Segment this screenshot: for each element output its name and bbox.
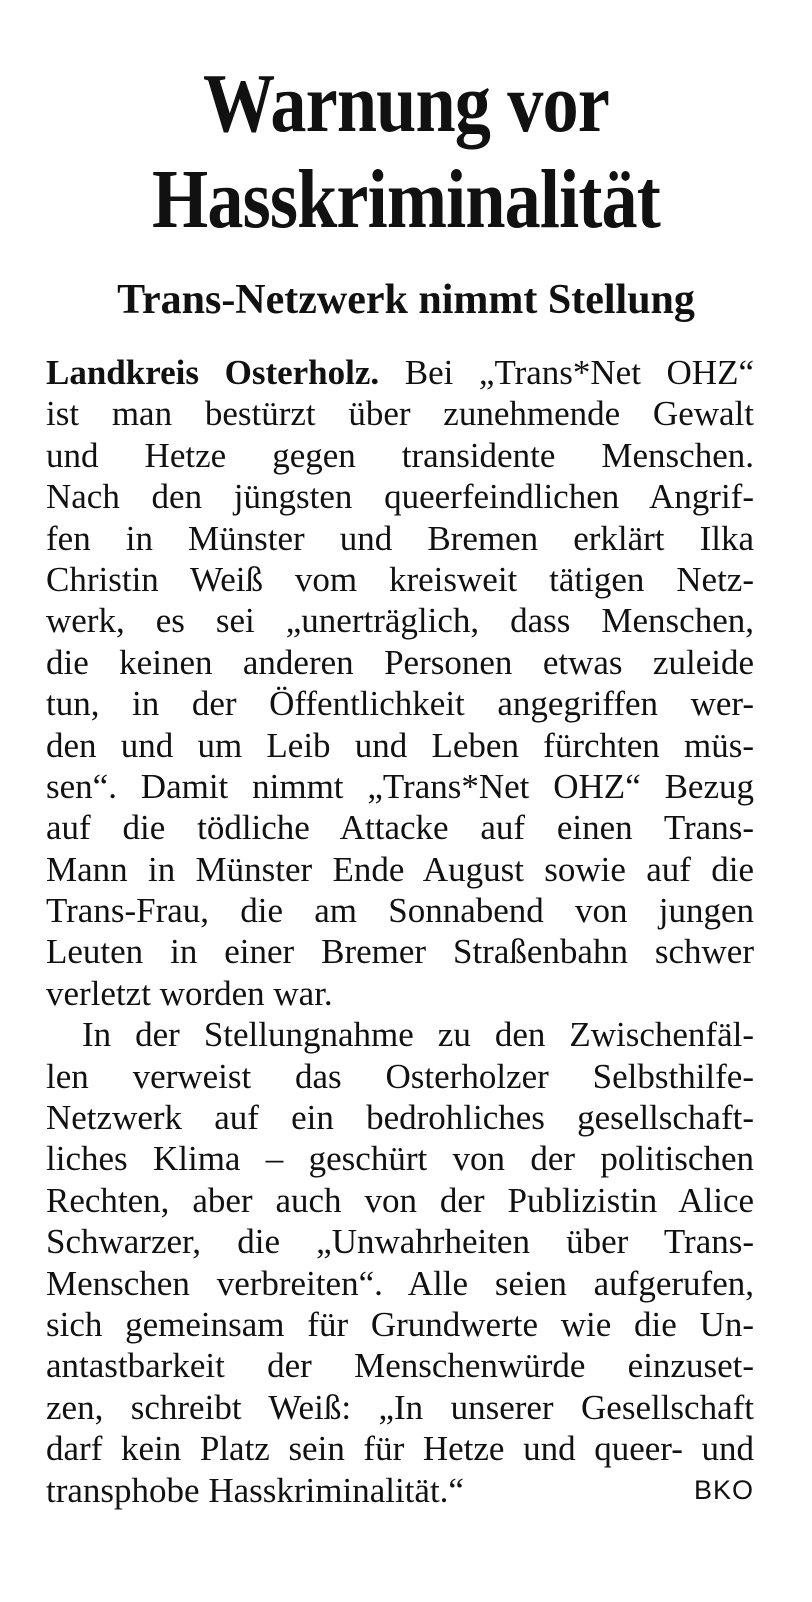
body-line [46,1470,754,1511]
body-line: den und um Leib und Leben fürchten müs- [46,725,754,765]
body-line: len verweist das Osterholzer Selbsthilfe- [46,1056,754,1096]
body-line: liches Klima – geschürt von der politischen [46,1139,754,1179]
article-body [46,352,754,1511]
body-line: Nach den jüngsten queerfeindlichen Angrif- [46,477,754,517]
body-line: sich gemeinsam für Grundwerte wie die Un- [46,1304,754,1344]
body-line: In der Stellungnahme zu den Zwischenfäl- [82,1015,754,1055]
headline-line-1: Warnung vor [202,57,610,150]
body-line: tun, in der Öffentlichkeit angegriffen wer- [46,684,754,724]
headline [57,56,755,248]
body-line-text: Bei „Trans*Net OHZ“ [379,353,754,392]
body-line: fen in Münster und Bremen erklärt Ilka [46,518,754,558]
body-line: zen, schreibt Weiß: „In unserer Gesellschaft [46,1387,754,1427]
body-line: Trans-Frau, die am Sonnabend von jungen [46,891,754,931]
dateline: Landkreis Osterholz. [46,353,380,392]
body-line: die keinen anderen Personen etwas zuleide [46,642,754,682]
body-line: Christin Weiß vom kreisweit tätigen Netz- [46,559,754,599]
body-line: ist man bestürzt über zunehmende Gewalt [46,394,754,434]
body-line [46,352,754,393]
paragraph-2 [46,1014,754,1511]
body-line-text: transphobe Hasskriminalität.“ [46,1470,464,1510]
headline-line-2: Hasskriminalität [151,153,660,246]
subheadline: Trans-Netzwerk nimmt Stellung [117,277,695,323]
body-line: sen“. Damit nimmt „Trans*Net OHZ“ Bezug [46,766,754,806]
body-line: darf kein Platz sein für Hetze und queer- und [46,1429,754,1469]
body-line: Mann in Münster Ende August sowie auf die [46,849,754,889]
body-line: Leuten in einer Bremer Straßenbahn schwer [46,932,754,972]
body-line: werk, es sei „unerträglich, dass Menschen, [46,601,754,641]
paragraph-1 [46,352,754,1014]
body-line: antastbarkeit der Menschenwürde einzuset- [46,1346,754,1386]
body-line: Schwarzer, die „Unwahrheiten über Trans- [46,1222,754,1262]
body-line: auf die tödliche Attacke auf einen Trans- [46,808,754,848]
author-byline: BKO [693,1474,754,1505]
body-line: Menschen verbreiten“. Alle seien aufgerufen, [46,1263,754,1303]
body-line: Rechten, aber auch von der Publizistin Alice [46,1180,754,1220]
body-line: verletzt worden war. [46,973,333,1013]
body-line: Netzwerk auf ein bedrohliches gesellschaft- [46,1098,754,1138]
body-line: und Hetze gegen transidente Menschen. [46,435,754,475]
